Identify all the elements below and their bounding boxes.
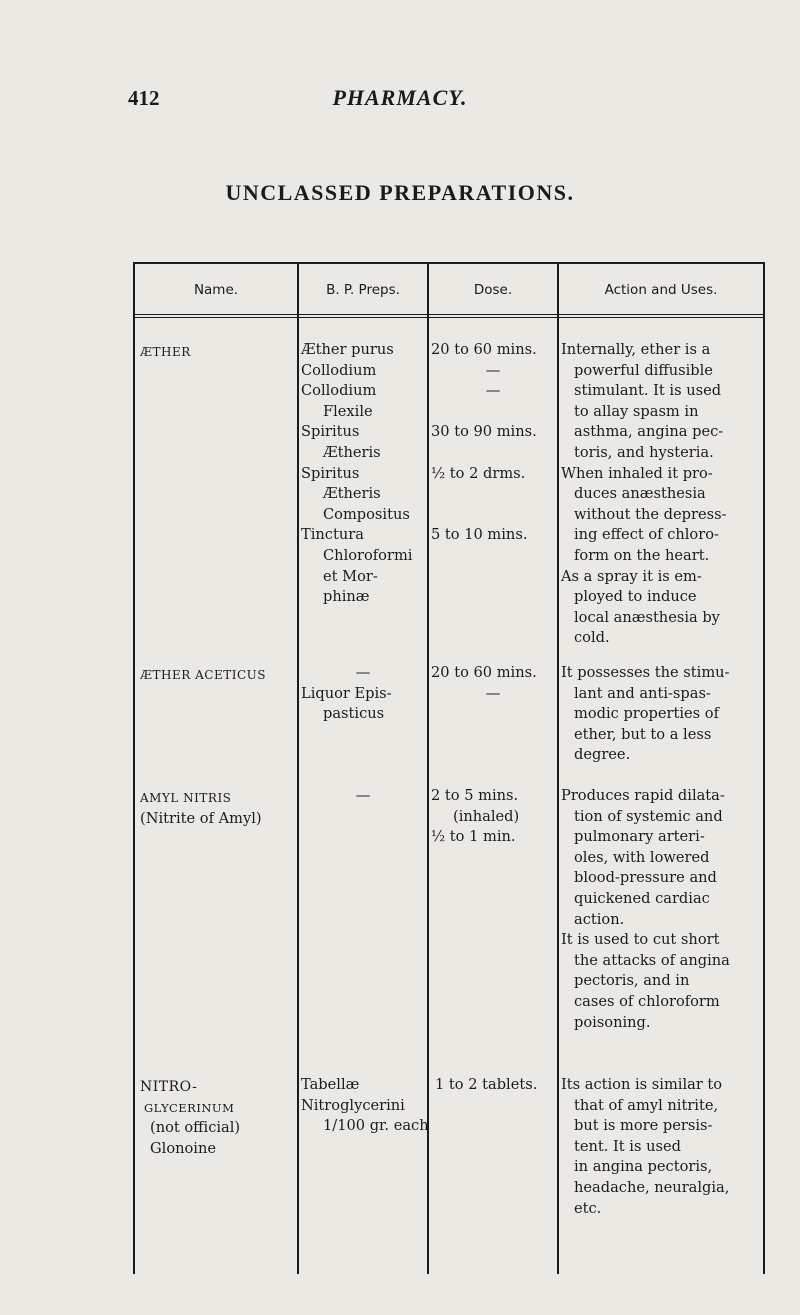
cell-line: the attacks of angina	[574, 951, 730, 969]
row-action	[561, 1075, 729, 1219]
cell-line: but is more persis-	[574, 1117, 713, 1135]
cell-line: Produces rapid dilata-	[561, 787, 725, 804]
cell-line: 20 to 60 mins.	[431, 664, 537, 681]
cell-line: to allay spasm in	[574, 402, 699, 420]
cell-line: phinæ	[323, 588, 370, 606]
cell-line: AMYL NITRIS	[140, 791, 232, 805]
header-name: Name.	[193, 282, 239, 298]
cell-line: 1 to 2 tablets.	[435, 1076, 538, 1093]
cell-line: modic properties of	[574, 705, 719, 723]
row-name	[140, 665, 266, 686]
cell-line: cold.	[574, 629, 610, 647]
cell-line: poisoning.	[574, 1013, 651, 1031]
cell-line: oles, with lowered	[574, 848, 710, 866]
cell-line	[431, 443, 555, 464]
row-name	[140, 342, 191, 363]
cell-line: 5 to 10 mins.	[431, 526, 528, 544]
cell-line: —	[485, 684, 501, 702]
row-preps	[301, 663, 425, 725]
header-dose: Dose.	[473, 282, 513, 298]
cell-line: ½ to 2 drms.	[431, 464, 526, 482]
row-name	[140, 1077, 240, 1159]
running-head: PHARMACY.	[332, 85, 468, 110]
cell-line: Compositus	[323, 505, 410, 523]
row-name	[140, 788, 262, 829]
cell-line: It is used to cut short	[561, 931, 720, 949]
cell-line: tion of systemic and	[574, 807, 723, 825]
cell-line: Ætheris	[323, 485, 381, 503]
row-preps	[301, 1075, 429, 1137]
cell-line: pulmonary arteri-	[574, 828, 705, 846]
cell-line: 2 to 5 mins.	[431, 787, 519, 804]
cell-line: pectoris, and in	[574, 972, 690, 990]
cell-line: Its action is similar to	[561, 1076, 723, 1093]
cell-line: toris, and hysteria.	[574, 443, 714, 461]
cell-line: Æther purus	[301, 341, 394, 358]
cell-line: etc.	[574, 1199, 602, 1217]
cell-line: (not official)	[150, 1119, 241, 1137]
cell-line: without the depress-	[574, 505, 727, 523]
cell-line: in angina pectoris,	[574, 1158, 713, 1176]
row-dose	[435, 1075, 537, 1096]
row-dose	[431, 663, 555, 704]
cell-line: 30 to 90 mins.	[431, 423, 537, 441]
cell-line: ing effect of chloro-	[574, 526, 719, 544]
cell-line: ployed to induce	[574, 588, 697, 606]
cell-line: Chloroformi	[323, 546, 413, 564]
cell-line: ether, but to a less	[574, 725, 712, 743]
column-divider-2	[297, 262, 299, 1274]
cell-line: ÆTHER ACETICUS	[140, 668, 266, 682]
page-number: 412	[128, 86, 160, 110]
cell-line: Spiritus	[301, 423, 360, 441]
cell-line: powerful diffusible	[574, 361, 713, 379]
cell-line: stimulant. It is used	[574, 382, 722, 400]
cell-line: 20 to 60 mins.	[431, 341, 537, 358]
cell-line: —	[485, 382, 501, 400]
cell-line: Liquor Epis-	[301, 684, 392, 702]
cell-line: local anæsthesia by	[574, 608, 720, 626]
section-title: UNCLASSED PREPARATIONS.	[225, 180, 575, 205]
cell-line: asthma, angina pec-	[574, 423, 724, 441]
cell-line: Nitroglycerini	[301, 1096, 405, 1114]
cell-line: Flexile	[323, 402, 373, 420]
cell-line: Tinctura	[301, 526, 364, 544]
cell-line: Glonoine	[150, 1139, 216, 1157]
cell-line: quickened cardiac	[574, 889, 710, 907]
cell-line: Internally, ether is a	[561, 341, 711, 358]
cell-line: NITRO-	[140, 1079, 198, 1095]
cell-line	[431, 484, 555, 505]
row-dose	[431, 786, 555, 848]
cell-line: Tabellæ	[301, 1076, 360, 1093]
cell-line: that of amyl nitrite,	[574, 1096, 719, 1114]
cell-line: When inhaled it pro-	[561, 464, 713, 482]
cell-line: duces anæsthesia	[574, 485, 706, 503]
row-preps	[301, 340, 412, 608]
cell-line	[431, 505, 555, 526]
cell-line: —	[355, 664, 371, 681]
row-action	[561, 340, 727, 649]
cell-line: ½ to 1 min.	[431, 828, 516, 846]
cell-line: cases of chloroform	[574, 992, 720, 1010]
row-dose	[431, 340, 555, 546]
column-divider-1	[133, 262, 135, 1274]
cell-line: Collodium	[301, 382, 377, 400]
cell-line: et Mor-	[323, 567, 378, 585]
row-preps	[301, 786, 425, 807]
cell-line: tent. It is used	[574, 1137, 681, 1155]
table-top-rule	[133, 262, 763, 264]
header-bottom-rule-1	[133, 314, 763, 315]
cell-line	[431, 402, 555, 423]
cell-line: Collodium	[301, 361, 377, 379]
row-action	[561, 663, 729, 766]
cell-line: headache, neuralgia,	[574, 1178, 730, 1196]
header-bottom-rule-2	[133, 317, 763, 318]
cell-line: action.	[574, 910, 625, 928]
cell-line: It possesses the stimu-	[561, 664, 730, 681]
cell-line: lant and anti-spas-	[574, 684, 711, 702]
cell-line: (Nitrite of Amyl)	[140, 809, 262, 827]
cell-line: 1/100 gr. each	[323, 1117, 429, 1135]
cell-line: ÆTHER	[140, 345, 191, 359]
cell-line: As a spray it is em-	[561, 567, 702, 585]
cell-line: blood-pressure and	[574, 869, 717, 887]
column-divider-4	[557, 262, 559, 1274]
cell-line: degree.	[574, 746, 631, 764]
header-action: Action and Uses.	[604, 282, 718, 298]
header-preps: B. P. Preps.	[326, 282, 400, 298]
cell-line: (inhaled)	[453, 807, 520, 825]
cell-line: form on the heart.	[574, 546, 710, 564]
cell-line: pasticus	[323, 705, 385, 723]
cell-line: —	[485, 361, 501, 379]
cell-line: Spiritus	[301, 464, 360, 482]
cell-line: —	[355, 787, 371, 804]
cell-line: Ætheris	[323, 443, 381, 461]
row-action	[561, 786, 730, 1033]
cell-line: GLYCERINUM	[144, 1100, 235, 1115]
column-divider-5	[763, 262, 765, 1274]
